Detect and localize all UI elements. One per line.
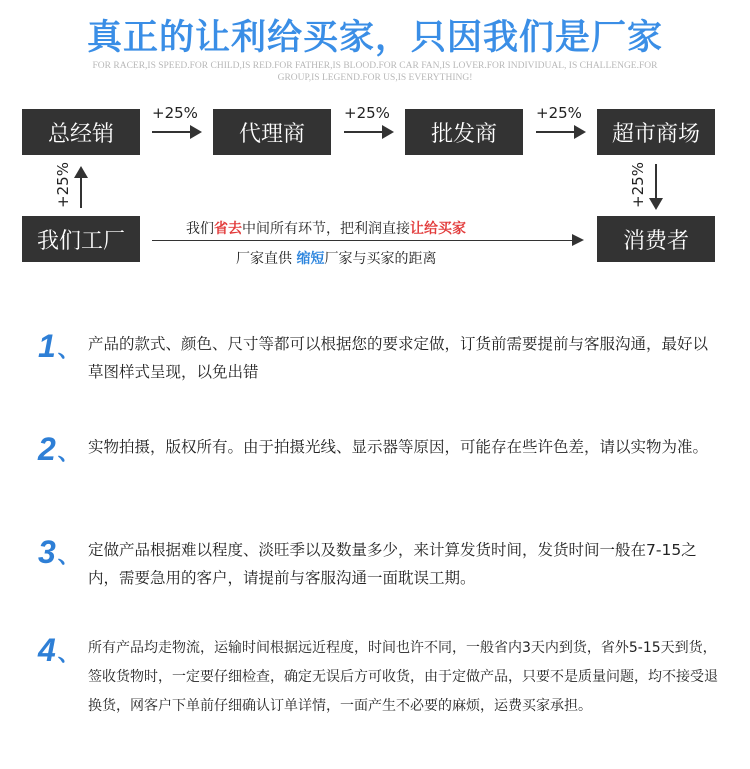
page-title: 真正的让利给买家，只因我们是厂家 [86, 18, 663, 58]
markup-label: +25% [344, 104, 390, 122]
box-supermarket: 超市商场 [597, 109, 715, 155]
note-item [38, 536, 718, 592]
note-item [38, 634, 718, 721]
up-arrow-icon [80, 168, 82, 208]
right-arrow-icon [344, 131, 392, 133]
long-arrow-icon [152, 240, 580, 241]
markup-label: +25% [53, 162, 72, 208]
box-factory: 我们工厂 [22, 216, 140, 262]
box-agent: 代理商 [213, 109, 331, 155]
right-arrow-icon [536, 131, 584, 133]
down-arrow-icon [655, 164, 657, 208]
note-number: 3、 [38, 534, 80, 570]
note-number: 2、 [38, 431, 80, 467]
direct-supply-line2: 厂家直供 缩短厂家与买家的距离 [236, 251, 437, 267]
direct-supply-line1: 我们省去中间所有环节，把利润直接让给买家 [186, 221, 466, 237]
note-text: 实物拍摄，版权所有。由于拍摄光线、显示器等原因，可能存在些许色差，请以实物为准。 [88, 438, 709, 456]
note-item [38, 433, 718, 465]
markup-label: +25% [628, 162, 647, 208]
markup-label: +25% [536, 104, 582, 122]
note-text: 产品的款式、颜色、尺寸等都可以根据您的要求定做，订货前需要提前与客服沟通，最好以草图样式呈现，以免出错 [88, 335, 709, 381]
box-distributor: 总经销 [22, 109, 140, 155]
right-arrow-icon [152, 131, 200, 133]
note-item [38, 330, 718, 386]
box-wholesaler: 批发商 [405, 109, 523, 155]
note-text: 定做产品根据难以程度、淡旺季以及数量多少，来计算发货时间，发货时间一般在7-15之内，需要急用的客户，请提前与客服沟通一面耽误工期。 [88, 541, 697, 587]
markup-label: +25% [152, 104, 198, 122]
note-text: 所有产品均走物流，运输时间根据远近程度，时间也许不同，一般省内3天内到货，省外5-15天到货，签收货物时，一定要仔细检查，确定无误后方可收货，由于定做产品，只要不是质量问题，均不接受退换货，网客户下单前仔细确认订单详情，一面产生不必要的麻烦，运费买家承担。 [88, 640, 718, 714]
note-number: 4、 [38, 632, 80, 668]
box-consumer: 消费者 [597, 216, 715, 262]
page-subtitle: FOR RACER,IS SPEED.FOR CHILD,IS RED.FOR FATHER,IS BLOOD.FOR CAR FAN,IS LOVER.FOR INDIVIDUAL, IS CHALLENGE.FOR GROUP,IS LEGEND.FOR US,IS EVERYTHING! [92, 61, 658, 83]
note-number: 1、 [38, 328, 80, 364]
